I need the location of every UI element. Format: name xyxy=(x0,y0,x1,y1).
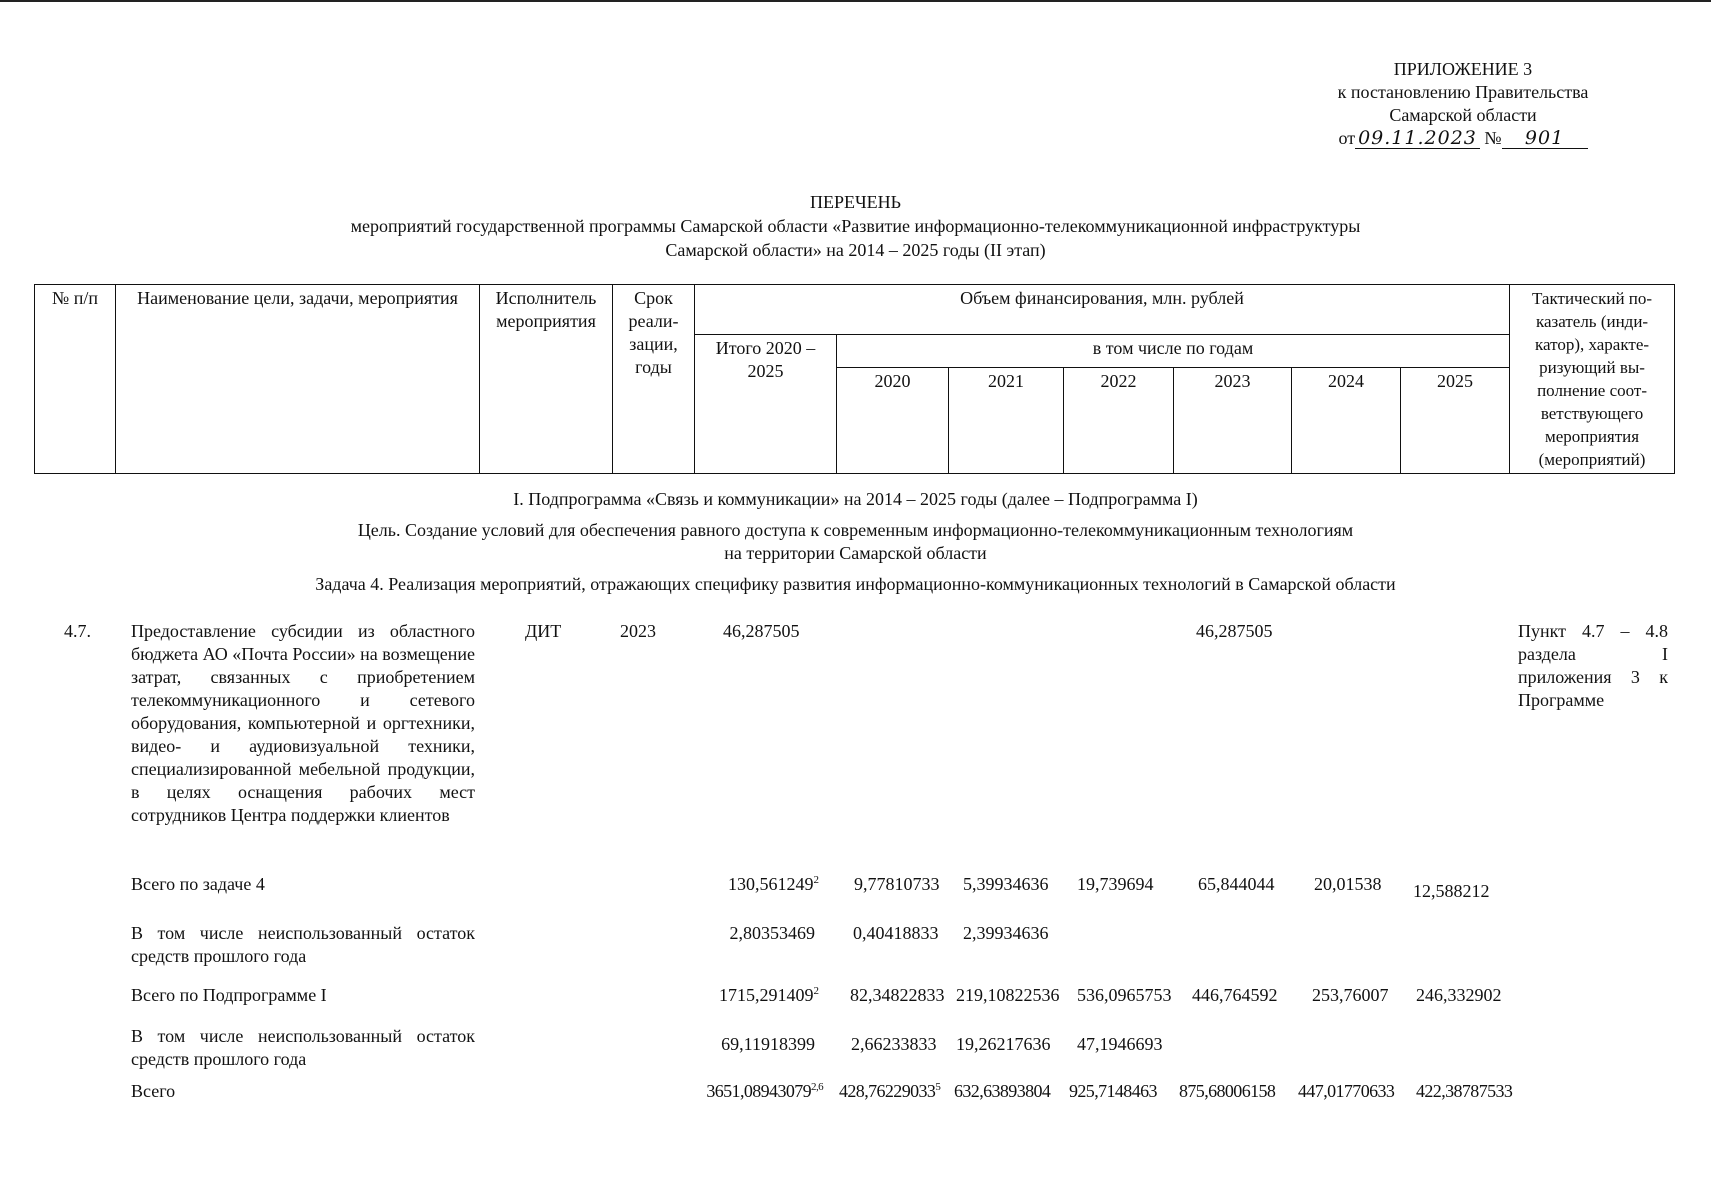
subprogram-2022: 536,0965753 xyxy=(1077,985,1172,1005)
header-year-2022: 2022 xyxy=(1064,368,1174,474)
header-year-2023: 2023 xyxy=(1174,368,1292,474)
grand-2020: 428,76229033$^5$ xyxy=(839,1081,941,1101)
totals-label-task4: Всего по задаче 4 xyxy=(131,874,265,894)
header-funding: Объем финансирования, млн. рублей xyxy=(695,285,1510,335)
header-indicator: Тактический по-казатель (инди-катор), характе-ризующий вы-полнение соот-ветствующего мероприятия (мероприятий) xyxy=(1510,285,1675,474)
appendix-line-2: к постановлению Правительства xyxy=(1337,82,1589,102)
appendix-date-line xyxy=(1338,127,1587,150)
task4-total: 130,561249$^2$ xyxy=(728,874,819,894)
header-table xyxy=(34,284,1675,474)
remainder2-2022: 47,1946693 xyxy=(1077,1034,1163,1054)
remainder2-2020: 2,66233833 xyxy=(851,1034,937,1054)
task4-2021: 5,39934636 xyxy=(963,874,1049,894)
header-num: № п/п xyxy=(35,285,116,474)
item-executor: ДИТ xyxy=(525,621,562,641)
title-line-2: Самарской области» на 2014 – 2025 годы (II этап) xyxy=(665,240,1046,260)
header-year-2025: 2025 xyxy=(1401,368,1510,474)
totals-label-subprogram: Всего по Подпрограмме I xyxy=(131,985,327,1005)
task-heading: Задача 4. Реализация мероприятий, отражающих специфику развития информационно-коммуникационных технологий в Самарской области xyxy=(315,574,1396,594)
remainder1-2021: 2,39934636 xyxy=(963,923,1049,943)
header-year-2021: 2021 xyxy=(949,368,1064,474)
header-year-2024: 2024 xyxy=(1292,368,1401,474)
totals-label-grand: Всего xyxy=(131,1081,176,1101)
appendix-line-3: Самарской области xyxy=(1389,105,1537,125)
handwritten-date: 09.11.2023 xyxy=(1355,128,1480,149)
remainder2-total: 69,11918399 xyxy=(721,1034,815,1054)
grand-2022: 925,7148463 xyxy=(1069,1081,1157,1101)
subprogram-2025: 246,332902 xyxy=(1416,985,1502,1005)
appendix-title: ПРИЛОЖЕНИЕ 3 xyxy=(1393,59,1533,79)
header-total: Итого 2020 – 2025 xyxy=(695,335,837,474)
header-name: Наименование цели, задачи, мероприятия xyxy=(116,285,480,474)
subprogram-2020: 82,34822833 xyxy=(850,985,945,1005)
top-border-line xyxy=(0,0,1711,2)
header-year-2020: 2020 xyxy=(837,368,949,474)
task4-2023: 65,844044 xyxy=(1198,874,1275,894)
appendix-header xyxy=(1293,58,1633,150)
title-line-1: мероприятий государственной программы Самарской области «Развитие информационно-телекоммуникационной инфраструктуры xyxy=(350,216,1361,236)
item-total: 46,287505 xyxy=(723,621,800,641)
subprogram-2023: 446,764592 xyxy=(1192,985,1278,1005)
grand-2023: 875,68006158 xyxy=(1179,1081,1276,1101)
document-title xyxy=(0,190,1711,262)
item-2023: 46,287505 xyxy=(1196,621,1273,641)
task4-2020: 9,77810733 xyxy=(854,874,940,894)
item-indicator: Пункт 4.7 – 4.8 раздела I приложения 3 к Программе xyxy=(1518,621,1668,710)
subprogram-heading: I. Подпрограмма «Связь и коммуникации» на 2014 – 2025 годы (далее – Подпрограмма I) xyxy=(513,489,1198,509)
grand-2025: 422,38787533 xyxy=(1416,1081,1513,1101)
totals-label-remainder-2: В том числе неиспользованный остаток средств прошлого года xyxy=(131,1026,475,1069)
item-name: Предоставление субсидии из областного бюджета АО «Почта России» на возмещение затрат, связанных с приобретением телекоммуникационного и сетевого оборудования, компьютерной и оргтехники, видео- и аудиовизуальной техники, специализированной мебельной продукции, в целях оснащения рабочих мест сотрудников Центра поддержки клиентов xyxy=(131,621,475,825)
remainder1-total: 2,80353469 xyxy=(729,923,815,943)
date-prefix: от xyxy=(1338,128,1356,148)
grand-2024: 447,01770633 xyxy=(1298,1081,1395,1101)
subprogram-total: 1715,291409$^2$ xyxy=(719,985,819,1005)
header-executor: Исполнитель мероприятия xyxy=(480,285,613,474)
task4-2024: 20,01538 xyxy=(1314,874,1382,894)
grand-2021: 632,63893804 xyxy=(954,1081,1051,1101)
subprogram-2021: 219,10822536 xyxy=(956,985,1060,1005)
grand-total: 3651,08943079$^{2,6}$ xyxy=(706,1081,823,1101)
item-num: 4.7. xyxy=(64,621,91,641)
task4-2022: 19,739694 xyxy=(1077,874,1154,894)
totals-label-remainder-1: В том числе неиспользованный остаток средств прошлого года xyxy=(131,923,475,966)
task4-2025: 12,588212 xyxy=(1413,881,1490,901)
header-term: Срок реали-зации, годы xyxy=(613,285,695,474)
title-heading: ПЕРЕЧЕНЬ xyxy=(809,192,902,212)
remainder2-2021: 19,26217636 xyxy=(956,1034,1051,1054)
header-by-years: в том числе по годам xyxy=(837,335,1510,368)
handwritten-number: 901 xyxy=(1502,128,1588,149)
goal-line-1: Цель. Создание условий для обеспечения равного доступа к современным информационно-телекоммуникационным технологиям xyxy=(357,520,1354,540)
number-prefix: № xyxy=(1484,128,1502,148)
goal-line-2: на территории Самарской области xyxy=(724,543,987,563)
item-term: 2023 xyxy=(620,621,656,641)
remainder1-2020: 0,40418833 xyxy=(853,923,939,943)
subprogram-2024: 253,76007 xyxy=(1312,985,1389,1005)
